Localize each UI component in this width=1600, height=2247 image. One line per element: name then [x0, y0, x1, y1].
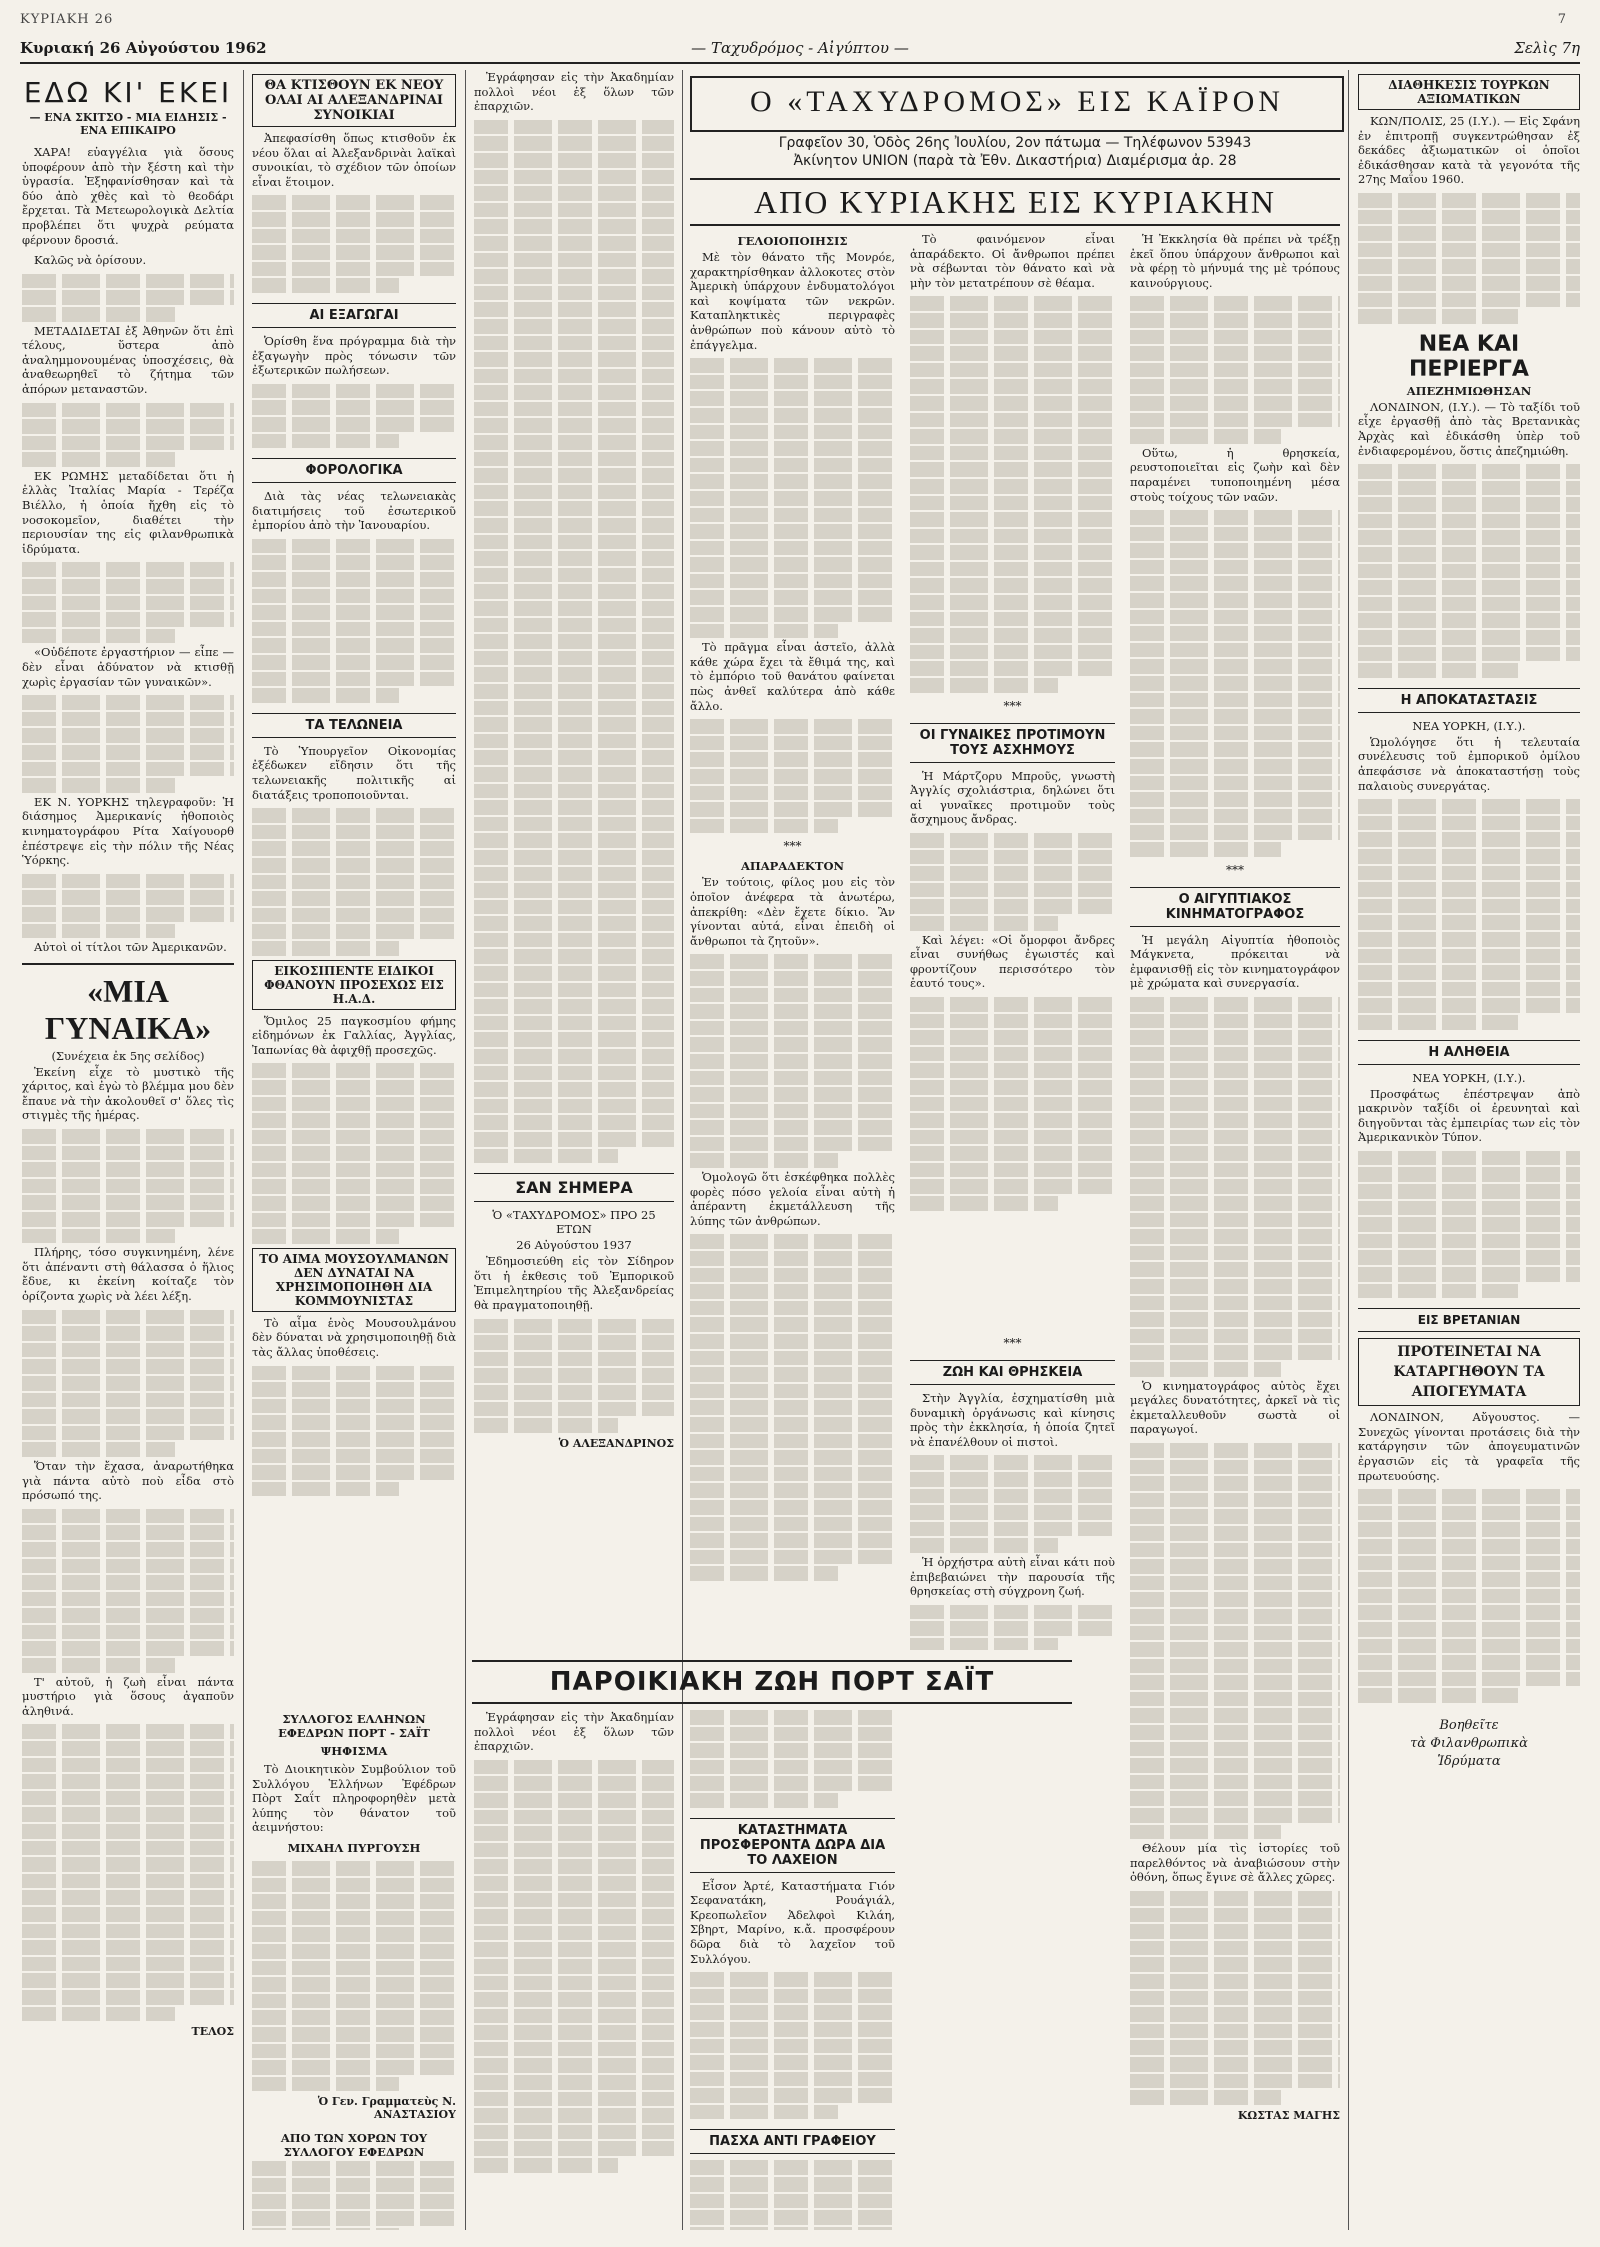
column-2-bottom [252, 1710, 456, 2230]
section-heading: Η ΑΠΟΚΑΤΑΣΤΑΣΙΣ [1358, 688, 1580, 713]
separator: *** [1226, 862, 1244, 877]
paragraph: Πλήρης, τόσο συγκινημένη, λένε ὅτι ἀπέναντι στὴ θάλασσα ὁ ἥλιος ἔδυε, κι ἐκείνη κοίταζε τὸν ὁρίζοντα χωρὶς νὰ λέει λέξη. [22, 1245, 234, 1303]
banner-address [690, 134, 1340, 170]
paragraph: Οὕτω, ἡ θρησκεία, ρευστοποιεῖται εἰς ζωὴν καὶ δὲν παραμένει τυποποιημένη μέσα στοὺς τοίχους τῶν ναῶν. [1130, 445, 1340, 504]
charity-notice [1358, 1717, 1580, 1771]
paragraph: Αὐτοὶ οἱ τίτλοι τῶν Ἀμερικανῶν. [34, 940, 227, 955]
article-subtitle: — ΕΝΑ ΣΚΙΤΣΟ - ΜΙΑ ΕΙΔΗΣΙΣ - ΕΝΑ ΕΠΙΚΑΙΡΟ [29, 111, 227, 137]
dateline: ΝΕΑ ΥΟΡΚΗ, (Ι.Υ.). [1412, 718, 1526, 733]
cairo-banner [690, 76, 1344, 132]
subheading: ΣΥΛΛΟΓΟΣ ΕΛΛΗΝΩΝ ΕΦΕΔΡΩΝ ΠΟΡΤ - ΣΑΪΤ [278, 1712, 430, 1740]
separator: *** [783, 839, 802, 854]
subheading-date: 26 Αὐγούστου 1937 [516, 1238, 632, 1253]
column-rule [682, 70, 683, 2230]
signature: Ὁ Γεν. Γραμματεὺς Ν. ΑΝΑΣΤΑΣΙΟΥ [317, 2095, 456, 2122]
section-heading: ΤΑ ΤΕΛΩΝΕΙΑ [252, 713, 456, 738]
paragraph: Τὸ πρᾶγμα εἶναι ἀστεῖο, ἀλλὰ κάθε χώρα ἔχει τὰ ἔθιμά της, καὶ τὸ ἐμπόριο τοῦ θανάτου φαίνεται πὼς ἀνθεῖ καλύτερα ἀπὸ κάθε ἄλλο. [690, 640, 895, 713]
page-number: Σελὶς 7η [1514, 39, 1580, 57]
paragraph: Διὰ τὰς νέας τελωνειακὰς διατιμήσεις τοῦ ἐσωτερικοῦ ἐμπορίου ἀπὸ τὴν Ἰανουαρίου. [252, 489, 456, 533]
paragraph: Τὸ αἷμα ἑνὸς Μουσουλμάνου δὲν δύναται νὰ χρησιμοποιηθῇ διὰ τὰς ἄλλας ὑποθέσεις. [252, 1315, 456, 1360]
paragraph: Ὅταν τὴν ἔχασα, ἀναρωτήθηκα γιὰ πάντα αὐτὸ ποὺ εἶδα στὸ πρόσωπό της. [22, 1458, 234, 1503]
paragraph: Τὸ Διοικητικὸν Συμβούλιον τοῦ Συλλόγου Ἑλλήνων Ἐφέδρων Πὸρτ Σαΐτ πληροφορηθὲν μετὰ λύπης τὸν θάνατον τοῦ ἀειμνήστου: [252, 1762, 456, 1835]
paragraph: Προσφάτως ἐπέστρεψαν ἀπὸ μακρινὸν ταξίδι οἱ ἐρευνηταὶ καὶ διηγοῦνται τὰς ἐμπειρίας των εἰς τὸν Ἀμερικανικὸν Τύπον. [1358, 1086, 1580, 1145]
paragraph: ΛΟΝΔΙΝΟΝ, Αὔγουστος. — Συνεχῶς γίνονται προτάσεις διὰ τὴν κατάργησιν τῶν ἀπογευματινῶν ἐργασιῶν εἰς τὰ γραφεῖα τῆς πρωτευούσης. [1358, 1410, 1580, 1483]
banner-title: Ο «ΤΑΧΥΔΡΟΜΟΣ» ΕΙΣ ΚΑΪΡΟΝ [750, 85, 1284, 118]
paragraph: Ἐν τούτοις, φίλος μου εἰς τὸν ὁποῖον ἀνέφερα τὰ ἀνωτέρω, ἀπεκρίθη: «Δὲν ἔχετε δίκιο. Ἂν γίνονται αὐτά, εἶναι ἐπειδὴ οἱ ἄνθρωποι τὰ ζητοῦν». [690, 875, 895, 948]
paragraph: Ἐκείνη εἶχε τὸ μυστικὸ τῆς χάριτος, καὶ ἐγὼ τὸ βλέμμα μου δὲν ἔπαυε νὰ τὴν ἀκολουθεῖ σ' ὅλες τὶς στιγμὲς τῆς ἡμέρας. [22, 1064, 234, 1123]
headline: ΘΑ ΚΤΙΣΘΟΥΝ ΕΚ ΝΕΟΥ ΟΛΑΙ ΑΙ ΑΛΕΞΑΝΔΡΙΝΑΙ ΣΥΝΟΙΚΙΑΙ [252, 74, 456, 127]
paragraph: ΕΚ Ν. ΥΟΡΚΗΣ τηλεγραφοῦν: Ἡ διάσημος Ἀμερικανίς ἠθοποιὸς κινηματογράφου Ρίτα Χαίγουορθ ἐπέστρεψε εἰς τὴν πόλιν τῆς Νέας Ὑόρκης. [22, 794, 234, 868]
paragraph: Εἶσον Ἀρτέ, Καταστήματα Γιόν Σεφανατάκη, Ρουάγιάλ, Κρεοπωλεῖον Ἀδελφοὶ Κιλάη, Σβηρτ, Μαρίνο, κ.ἄ. προσφέρουν δῶρα διὰ τὸ λαχεῖον τοῦ Συλλόγου. [690, 1878, 895, 1966]
community-headline: ΠΑΡΟΙΚΙΑΚΗ ΖΩΗ ΠΟΡΤ ΣΑΪΤ [472, 1660, 1072, 1704]
charity-line: τὰ Φιλανθρωπικὰ [1410, 1735, 1528, 1751]
headline: ΠΡΟΤΕΙΝΕΤΑΙ ΝΑ ΚΑΤΑΡΓΗΘΟΥΝ ΤΑ ΑΠΟΓΕΥΜΑΤΑ [1358, 1338, 1580, 1406]
column-rule [243, 70, 244, 2230]
byline: ΚΩΣΤΑΣ ΜΑΓΗΣ [1237, 2108, 1340, 2122]
section-heading: ΖΩΗ ΚΑΙ ΘΡΗΣΚΕΙΑ [910, 1360, 1115, 1385]
column-3 [474, 70, 674, 1650]
serial-note: (Συνέχεια ἐκ 5ης σελίδος) [51, 1048, 205, 1063]
paragraph: Ἡ Ἐκκλησία θὰ πρέπει νὰ τρέξῃ ἐκεῖ ὅπου ὑπάρχουν ἄνθρωποι καὶ νὰ φέρῃ τὸ μήνυμά της μὲ τρόπους καινούργιους. [1130, 232, 1340, 290]
paragraph: Ὡμολόγησε ὅτι ἡ τελευταία συνέλευσις τοῦ ἐμπορικοῦ ὁμίλου ἀπεφάσισε νὰ ἀποκαταστήσῃ τοὺς παλαιοὺς συνεργάτας. [1358, 734, 1580, 793]
paragraph: Τ' αὐτοῦ, ἡ ζωὴ εἶναι πάντα μυστήριο γιὰ ὅσους ἀγαποῦν ἀληθινά. [22, 1674, 234, 1718]
paragraph: ΜΕΤΑΔΙΔΕΤΑΙ ἐξ Ἀθηνῶν ὅτι ἐπὶ τέλους, ὕστερα ἀπὸ ἀναλημμονουμένας ὑποσχέσεις, θὰ ἀναθεωρηθεῖ τὸ ζήτημα τῶν ἀπόρων μεταναστῶν. [22, 323, 234, 396]
paragraph: Ἐγράφησαν εἰς τὴν Ἀκαδημίαν πολλοὶ νέοι ἐξ ὅλων τῶν ἐπαρχιῶν. [474, 1710, 674, 1754]
charity-line: Βοηθεῖτε [1439, 1717, 1499, 1733]
paper-name: — Ταχυδρόμος - Αἰγύπτου — [691, 39, 909, 57]
article-title: ΕΔΩ ΚΙ' ΕΚΕΙ [23, 76, 233, 109]
section-heading: ΟΙ ΓΥΝΑΙΚΕΣ ΠΡΟΤΙΜΟΥΝ ΤΟΥΣ ΑΣΧΗΜΟΥΣ [910, 723, 1115, 763]
paragraph: Μὲ τὸν θάνατο τῆς Μονρόε, χαρακτηρίσθηκαν ἀλλοκοτες στὸν Ἀμερικὴ ὑπάρχουν ἐνδυματολόγοι καὶ κοψίματα τῶν νεκρῶν. Καταπληκτικὲς περιγραφὲς ἀνθρώπων ποὺ κάνουν αὐτὸ τὸ ἐπάγγελμα. [690, 250, 895, 352]
column-1 [22, 70, 234, 2230]
paragraph: Ἡ μεγάλη Αἰγυπτία ἠθοποιὸς Μάγκνετα, πρόκειται νὰ ἐμφανισθῇ εἰς τὸν κινηματογράφον μὲ χρώματα καὶ συνεργασία. [1130, 932, 1340, 991]
paragraph: ΧΑΡΑ! εὐαγγέλια γιὰ ὅσους ὑποφέρουν ἀπὸ τὴν ξέστη καὶ τὴν ὑγρασία. Ἐξηφανίσθησαν καὶ τὰ δύο ἀπὸ χθὲς καὶ τὸ θεοδάρι ἔρχεται. Τὰ Μετεωρολογικὰ Δελτία προβλέπει ὅτι ψυχρὰ ρεύματα φέρνουν δροσιά. [22, 145, 234, 247]
serial-title: «ΜΙΑ ΓΥΝΑΙΚΑ» [44, 972, 212, 1046]
paragraph: Ὁρίσθη ἕνα πρόγραμμα διὰ τὴν ἐξαγωγὴν πρὸς τόνωσιν τῶν ἐξωτερικῶν πωλήσεων. [252, 333, 456, 378]
main-column-3 [1130, 232, 1340, 2132]
section-title: ΝΕΑ ΚΑΙ ΠΕΡΙΕΡΓΑ [1409, 331, 1529, 382]
main-column-1-bottom [690, 1710, 895, 2230]
paragraph: Ἐγράφησαν εἰς τὴν Ἀκαδημίαν πολλοὶ νέοι ἐξ ὅλων τῶν ἐπαρχιῶν. [474, 70, 674, 114]
column-rule [465, 70, 466, 2230]
paragraph: Στὴν Ἀγγλία, ἐσχηματίσθη μιὰ δυναμικὴ ὀργάνωσις καὶ κίνησις πρὸς τὴν ἐκκλησία, ἡ ὁποία ζητεῖ νὰ ἐπανέλθουν οἱ πιστοὶ. [910, 1391, 1115, 1449]
section-heading: Η ΑΛΗΘΕΙΑ [1358, 1040, 1580, 1065]
subheading: Ὁ «ΤΑΧΥΔΡΟΜΟΣ» ΠΡΟ 25 ΕΤΩΝ [492, 1208, 656, 1237]
address-line: Ἀκίνητον UNION (παρὰ τὰ Ἐθν. Δικαστήρια) Διαμέρισμα ἀρ. 28 [793, 153, 1237, 169]
paragraph: Ἀπεφασίσθη ὅπως κτισθοῦν ἐκ νέου ὅλαι αἱ Ἀλεξανδρινὰι λαϊκαὶ συνοικίαι, τὸ σχέδιον τῶν ὁποίων εἶναι ἕτοιμον. [252, 131, 456, 189]
paragraph: Ὅμιλος 25 παγκοσμίου φήμης εἰδημόνων ἐκ Γαλλίας, Ἀγγλίας, Ἰαπωνίας θὰ ἀφιχθῇ προσεχῶς. [252, 1013, 456, 1057]
paragraph: Ἡ ὀρχήστρα αὐτὴ εἶναι κάτι ποὺ ἐπιβεβαιώνει τὴν παρουσία τῆς θρησκείας στὴ σύγχρονη ζωή. [910, 1554, 1115, 1599]
paragraph: Καλῶς νὰ ὁρίσουν. [34, 253, 147, 268]
end-mark: ΤΕΛΟΣ [191, 2025, 234, 2039]
paragraph: Καὶ λέγει: «Οἱ ὄμορφοι ἄνδρες εἶναι συνήθως ἐγωιστές καὶ φροντίζουν περισσότερο τὸν ἑαυτό τους». [910, 932, 1115, 991]
paragraph: «Οὐδέποτε ἐργαστήριον — εἶπε — δὲν εἶναι ἀδύνατον νὰ κτισθῇ χωρὶς ἐργασίαν τῶν γυναικῶν». [22, 645, 234, 689]
paragraph: Ἐδημοσιεύθη εἰς τὸν Σίδηρον ὅτι ἡ ἐκθεσις τοῦ Ἐμπορικοῦ Ἐπιμελητηρίου τῆς Ἀλεξανδρείας θὰ πραγματοποιηθῇ. [474, 1254, 674, 1312]
column-rule [1348, 70, 1349, 2230]
section-heading: ΠΑΣΧΑ ΑΝΤΙ ΓΡΑΦΕΙΟΥ [690, 2129, 895, 2154]
paragraph: Ἡ Μάρτζορυ Μπροῦς, γνωστὴ Ἀγγλίς σχολιάστρια, δηλώνει ὅτι αἱ γυναῖκες προτιμοῦν τοὺς ἄσχημους ἄνδρας. [910, 768, 1115, 827]
corner-date: ΚΥΡΙΑΚΗ 26 [20, 12, 114, 27]
issue-date: Κυριακή 26 Αὐγούστου 1962 [20, 39, 267, 57]
column-right [1358, 70, 1580, 2230]
separator: *** [1003, 698, 1022, 713]
main-column-1 [690, 232, 895, 1652]
separator: *** [1003, 1336, 1022, 1350]
section-heading: ΑΙ ΕΞΑΓΩΓΑΙ [252, 303, 456, 328]
paragraph: ΕΚ ΡΩΜΗΣ μεταδίδεται ὅτι ἡ ἑλλὰς Ἰταλίας Μαρία - Τερέζα Βιέλλο, ἡ ὁποία ἤχθη εἰς τὸ νοσοκομεῖον, διαθέτει τὴν περιουσίαν της εἰς φιλανθρωπικὰ ἱδρύματα. [22, 468, 234, 556]
section-heading: ΣΑΝ ΣΗΜΕΡΑ [474, 1173, 674, 1202]
charity-line: Ἱδρύματα [1437, 1753, 1501, 1769]
paragraph: Ὁ κινηματογράφος αὐτὸς ἔχει μεγάλες δυνατότητες, ἀρκεῖ νὰ τὶς ἐκμεταλλευθοῦν σωστὰ οἱ παραγωγοί. [1130, 1378, 1340, 1437]
section-heading: ΦΟΡΟΛΟΓΙΚΑ [252, 458, 456, 483]
paragraph: Τὸ φαινόμενον εἶναι ἀπαράδεκτο. Οἱ ἄνθρωποι πρέπει νὰ σέβωνται τὸν θάνατο καὶ νὰ μὴν τὸν μετατρέπουν σὲ θέαμα. [910, 232, 1115, 290]
dateline: ΝΕΑ ΥΟΡΚΗ, (Ι.Υ.). [1412, 1070, 1526, 1085]
deceased-name: ΜΙΧΑΗΛ ΠΥΡΓΟΥΣΗ [287, 1840, 421, 1855]
byline: Ὁ ΑΛΕΞΑΝΔΡΙΝΟΣ [558, 1436, 674, 1450]
column-3-bottom [474, 1710, 674, 2230]
section-heading: Ο ΑΙΓΥΠΤΙΑΚΟΣ ΚΙΝΗΜΑΤΟΓΡΑΦΟΣ [1130, 887, 1340, 927]
headline: ΤΟ ΑΙΜΑ ΜΟΥΣΟΥΛΜΑΝΩΝ ΔΕΝ ΔΥΝΑΤΑΙ ΝΑ ΧΡΗΣΙΜΟΠΟΙΗΘΗ ΔΙΑ ΚΟΜΜΟΥΝΙΣΤΑΣ [252, 1248, 456, 1312]
subheading: ΨΗΦΙΣΜΑ [320, 1744, 388, 1758]
subheading: ΑΠΟ ΤΩΝ ΧΟΡΩΝ ΤΟΥ ΣΥΛΛΟΓΟΥ ΕΦΕΔΡΩΝ [280, 2131, 428, 2160]
paragraph: Ὁμολογῶ ὅτι ἐσκέφθηκα πολλὲς φορὲς πόσο γελοία εἶναι αὐτὴ ἡ ἀπέραντη ἐκμετάλλευση τῆς λύπης τῶν ἀνθρώπων. [690, 1170, 895, 1228]
paragraph: Τὸ Ὑπουργεῖον Οἰκονομίας ἐξέδωκεν εἴδησιν ὅτι τῆς τελωνειακῆς πολιτικῆς αἱ διατάξεις τροποποιοῦνται. [252, 743, 456, 802]
address-line: Γραφεῖον 30, Ὁδὸς 26ης Ἰουλίου, 2ον πάτωμα — Τηλέφωνον 53943 [778, 135, 1252, 151]
main-headline: ΑΠΟ ΚΥΡΙΑΚΗΣ ΕΙΣ ΚΥΡΙΑΚΗΝ [690, 178, 1340, 226]
paragraph: Θέλουν μία τὶς ἱστορίες τοῦ παρελθόντος νὰ ἀναβιώσουν στὴν ὀθόνη, ὅπως ἔγινε σὲ ἄλλες χῶρες. [1130, 1841, 1340, 1885]
subheading: ΑΠΑΡΑΔΕΚΤΟΝ [740, 859, 845, 874]
column-2 [252, 70, 456, 1650]
headline: ΔΙΑΘΗΚΕΣΙΣ ΤΟΥΡΚΩΝ ΑΞΙΩΜΑΤΙΚΩΝ [1358, 74, 1580, 110]
subheading: ΑΠΕΖΗΜΙΩΘΗΣΑΝ [1406, 383, 1532, 398]
masthead [20, 36, 1580, 64]
main-column-2b [910, 1330, 1115, 1650]
subheading: ΓΕΛΟΙΟΠΟΙΗΣΙΣ [737, 234, 848, 248]
section-heading: ΕΙΣ ΒΡΕΤΑΝΙΑΝ [1358, 1308, 1580, 1332]
paragraph: ΚΩΝ/ΠΟΛΙΣ, 25 (Ι.Υ.). — Εἰς Σφάνη ἐν ἐπιτροπῇ συγκεντρώθησαν ἐξ δεκάδες ἀξιωματικῶν οἱ ὁποῖοι ἐδικάσθησαν κατὰ τὰ γεγονότα τῆς 27ης Μαΐου 1960. [1358, 114, 1580, 187]
headline: ΕΙΚΟΣΙΠΕΝΤΕ ΕΙΔΙΚΟΙ ΦΘΑΝΟΥΝ ΠΡΟΣΕΧΩΣ ΕΙΣ Η.Α.Δ. [252, 960, 456, 1010]
corner-page: 7 [1557, 12, 1566, 27]
paragraph: ΛΟΝΔΙΝΟΝ, (Ι.Υ.). — Τὸ ταξίδι τοῦ εἶχε ἐργασθῇ ἀπὸ τὰς Βρετανικὰς Ἀρχὰς καὶ ἐδικάσθη ὑπὲρ τοῦ ἐνδιαφερομένου, ὅστις ἀπεζημιώθη. [1358, 399, 1580, 458]
section-heading: ΚΑΤΑΣΤΗΜΑΤΑ ΠΡΟΣΦΕΡΟΝΤΑ ΔΩΡΑ ΔΙΑ ΤΟ ΛΑΧΕΙΟΝ [690, 1818, 895, 1873]
